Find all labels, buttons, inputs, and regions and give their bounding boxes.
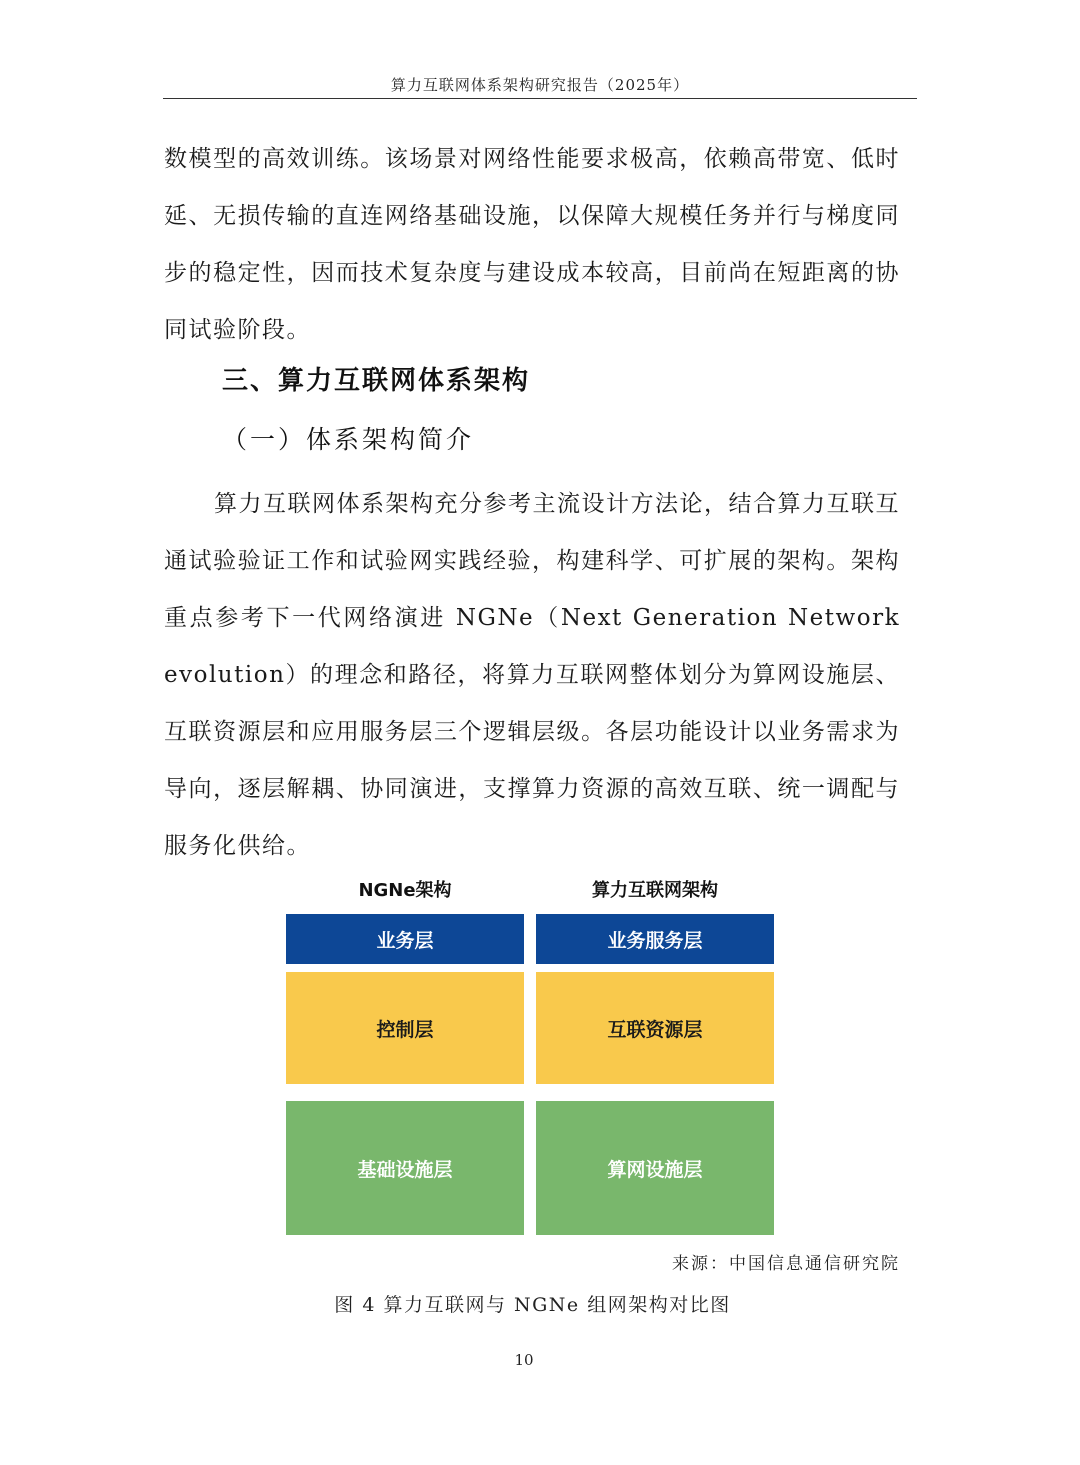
ngne-column-title: NGNe架构 <box>358 880 452 901</box>
interconnect-resource-layer: 互联资源层 <box>536 972 774 1084</box>
body-paragraph-1: 数模型的高效训练。该场景对网络性能要求极高，依赖高带宽、低时延、无损传输的直连网络基础设施，以保障大规模任务并行与梯度同步的稳定性，因而技术复杂度与建设成本较高，目前尚在短距离的协同试验阶段。 <box>164 146 900 343</box>
business-service-layer: 业务服务层 <box>536 914 774 964</box>
running-header: 算力互联网体系架构研究报告（2025年） <box>390 76 690 94</box>
section-heading: 三、算力互联网体系架构 <box>222 366 531 396</box>
ngne-control-layer: 控制层 <box>286 972 524 1084</box>
ngne-infrastructure-layer: 基础设施层 <box>286 1101 524 1235</box>
body-paragraph-2: 算力互联网体系架构充分参考主流设计方法论，结合算力互联互通试验验证工作和试验网实践经验，构建科学、可扩展的架构。架构重点参考下一代网络演进 NGNe（Next Generation Network evolution）的理念和路径，将算力互联网整体划分为算网设施层、互联资源层和应用服务层三个逻辑层级。各层功能设计以业务需求为导向，逐层解耦、协同演进，支撑算力资源的高效互联、统一调配与服务化供给。 <box>164 491 900 859</box>
page-number: 10 <box>514 1351 534 1369</box>
subsection-heading: （一）体系架构简介 <box>222 425 475 454</box>
ngne-business-layer: 业务层 <box>286 914 524 964</box>
computing-internet-column-title: 算力互联网架构 <box>592 880 718 901</box>
figure-caption: 图 4 算力互联网与 NGNe 组网架构对比图 <box>334 1294 731 1316</box>
computing-network-facility-layer: 算网设施层 <box>536 1101 774 1235</box>
header-divider <box>163 98 917 99</box>
figure-source-note: 来源：中国信息通信研究院 <box>672 1254 900 1274</box>
